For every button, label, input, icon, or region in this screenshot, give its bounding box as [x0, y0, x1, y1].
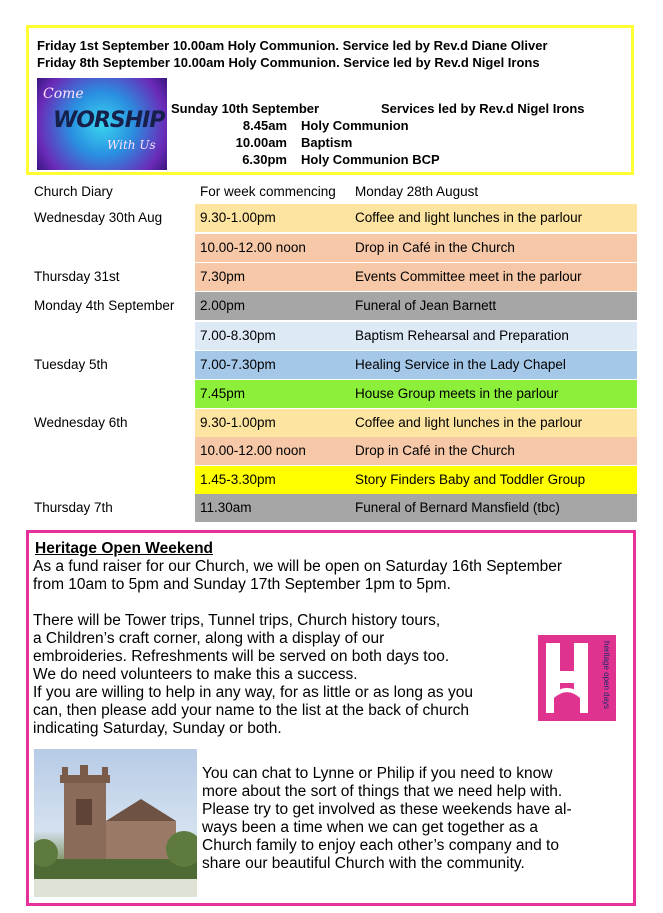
heritage-line: can, then please add your name to the list at the back of church [33, 702, 469, 719]
diary-time: 2.00pm [200, 298, 246, 313]
diary-entry [195, 466, 637, 494]
diary-entry [195, 263, 637, 291]
diary-row [26, 263, 638, 291]
heritage-line: Church family to enjoy each other’s company and to [202, 837, 559, 854]
diary-row [26, 380, 638, 408]
diary-time: 1.45-3.30pm [200, 472, 276, 487]
worship-image-line-3: With Us [107, 138, 156, 152]
sunday-time-3: 6.30pm [242, 152, 287, 167]
heritage-line: more about the sort of things that we need help with. [202, 783, 563, 800]
diary-time: 7.30pm [200, 269, 246, 284]
diary-entry [195, 380, 637, 408]
diary-day: Thursday 31st [34, 269, 120, 284]
diary-row [26, 204, 638, 232]
diary-entry [195, 322, 637, 350]
service-line-2: Friday 8th September 10.00am Holy Communion. Service led by Rev.d Nigel Irons [37, 55, 540, 70]
diary-header-col3: Monday 28th August [355, 184, 479, 199]
heritage-line: indicating Saturday, Sunday or both. [33, 720, 282, 737]
sunday-heading: Sunday 10th September [171, 101, 320, 116]
diary-time: 7.00-7.30pm [200, 357, 276, 372]
heritage-line: Please try to get involved as these weekends have al- [202, 801, 572, 818]
diary-event: Story Finders Baby and Toddler Group [355, 472, 586, 487]
diary-event: Healing Service in the Lady Chapel [355, 357, 566, 372]
diary-entry [195, 409, 637, 437]
logo-text: heritage open days [602, 641, 611, 710]
church-photo [34, 749, 197, 897]
diary-time: 10.00-12.00 noon [200, 443, 306, 458]
diary-row [26, 437, 638, 465]
sunday-time-2: 10.00am [235, 135, 287, 150]
diary-time: 9.30-1.00pm [200, 415, 276, 430]
diary-row [26, 494, 638, 522]
heritage-line: There will be Tower trips, Tunnel trips, Church history tours, [33, 612, 441, 629]
diary-event: Coffee and light lunches in the parlour [355, 210, 583, 225]
diary-day: Thursday 7th [34, 500, 113, 515]
diary-day: Wednesday 30th Aug [34, 210, 163, 225]
heritage-line: As a fund raiser for our Church, we will be open on Saturday 16th September [33, 558, 563, 575]
diary-time: 11.30am [200, 500, 252, 515]
diary-row [26, 322, 638, 350]
heritage-line: You can chat to Lynne or Philip if you need to know [202, 765, 553, 782]
diary-time: 10.00-12.00 noon [200, 240, 306, 255]
worship-image-line-2: WORSHIP [53, 108, 165, 133]
diary-day: Tuesday 5th [34, 357, 108, 372]
diary-row [26, 351, 638, 379]
diary-event: Drop in Café in the Church [355, 443, 515, 458]
heritage-line: from 10am to 5pm and Sunday 17th September 1pm to 5pm. [33, 576, 451, 593]
diary-header [26, 178, 638, 206]
diary-row [26, 292, 638, 320]
heritage-open-days-logo [538, 635, 616, 721]
come-worship-image [37, 78, 167, 170]
diary-day: Wednesday 6th [34, 415, 128, 430]
service-line-1: Friday 1st September 10.00am Holy Communion. Service led by Rev.d Diane Oliver [37, 38, 548, 53]
diary-event: Baptism Rehearsal and Preparation [355, 328, 569, 343]
heritage-line: share our beautiful Church with the community. [202, 855, 525, 872]
diary-row [26, 409, 638, 437]
sunday-desc-2: Baptism [301, 135, 353, 150]
diary-event: Events Committee meet in the parlour [355, 269, 582, 284]
heritage-line: a Children’s craft corner, along with a display of our [33, 630, 385, 647]
diary-time: 7.45pm [200, 386, 246, 401]
services-box [26, 25, 634, 175]
diary-event: Drop in Café in the Church [355, 240, 515, 255]
heritage-title: Heritage Open Weekend [35, 540, 214, 557]
heritage-line: We do need volunteers to make this a success. [33, 666, 358, 683]
diary-entry [195, 204, 637, 232]
diary-entry [195, 351, 637, 379]
diary-event: House Group meets in the parlour [355, 386, 559, 401]
worship-image-line-1: Come [43, 86, 84, 102]
sunday-desc-1: Holy Communion [301, 118, 409, 133]
diary-entry [195, 292, 637, 320]
diary-header-col2: For week commencing [200, 184, 336, 199]
diary-time: 9.30-1.00pm [200, 210, 276, 225]
heritage-line: ways been a time when we can get together as a [202, 819, 539, 836]
diary-row [26, 466, 638, 494]
diary-row [26, 234, 638, 262]
sunday-desc-3: Holy Communion BCP [301, 152, 440, 167]
diary-entry [195, 234, 637, 262]
diary-entry [195, 494, 637, 522]
sunday-leader: Services led by Rev.d Nigel Irons [381, 101, 585, 116]
diary-event: Funeral of Jean Barnett [355, 298, 497, 313]
diary-header-col1: Church Diary [34, 184, 113, 199]
heritage-line: If you are willing to help in any way, for as little or as long as you [33, 684, 473, 701]
diary-time: 7.00-8.30pm [200, 328, 276, 343]
sunday-time-1: 8.45am [242, 118, 287, 133]
diary-entry [195, 437, 637, 465]
diary-event: Coffee and light lunches in the parlour [355, 415, 583, 430]
heritage-box [26, 530, 636, 906]
diary-day: Monday 4th September [34, 298, 175, 313]
heritage-line: embroideries. Refreshments will be served on both days too. [33, 648, 450, 665]
diary-event: Funeral of Bernard Mansfield (tbc) [355, 500, 560, 515]
